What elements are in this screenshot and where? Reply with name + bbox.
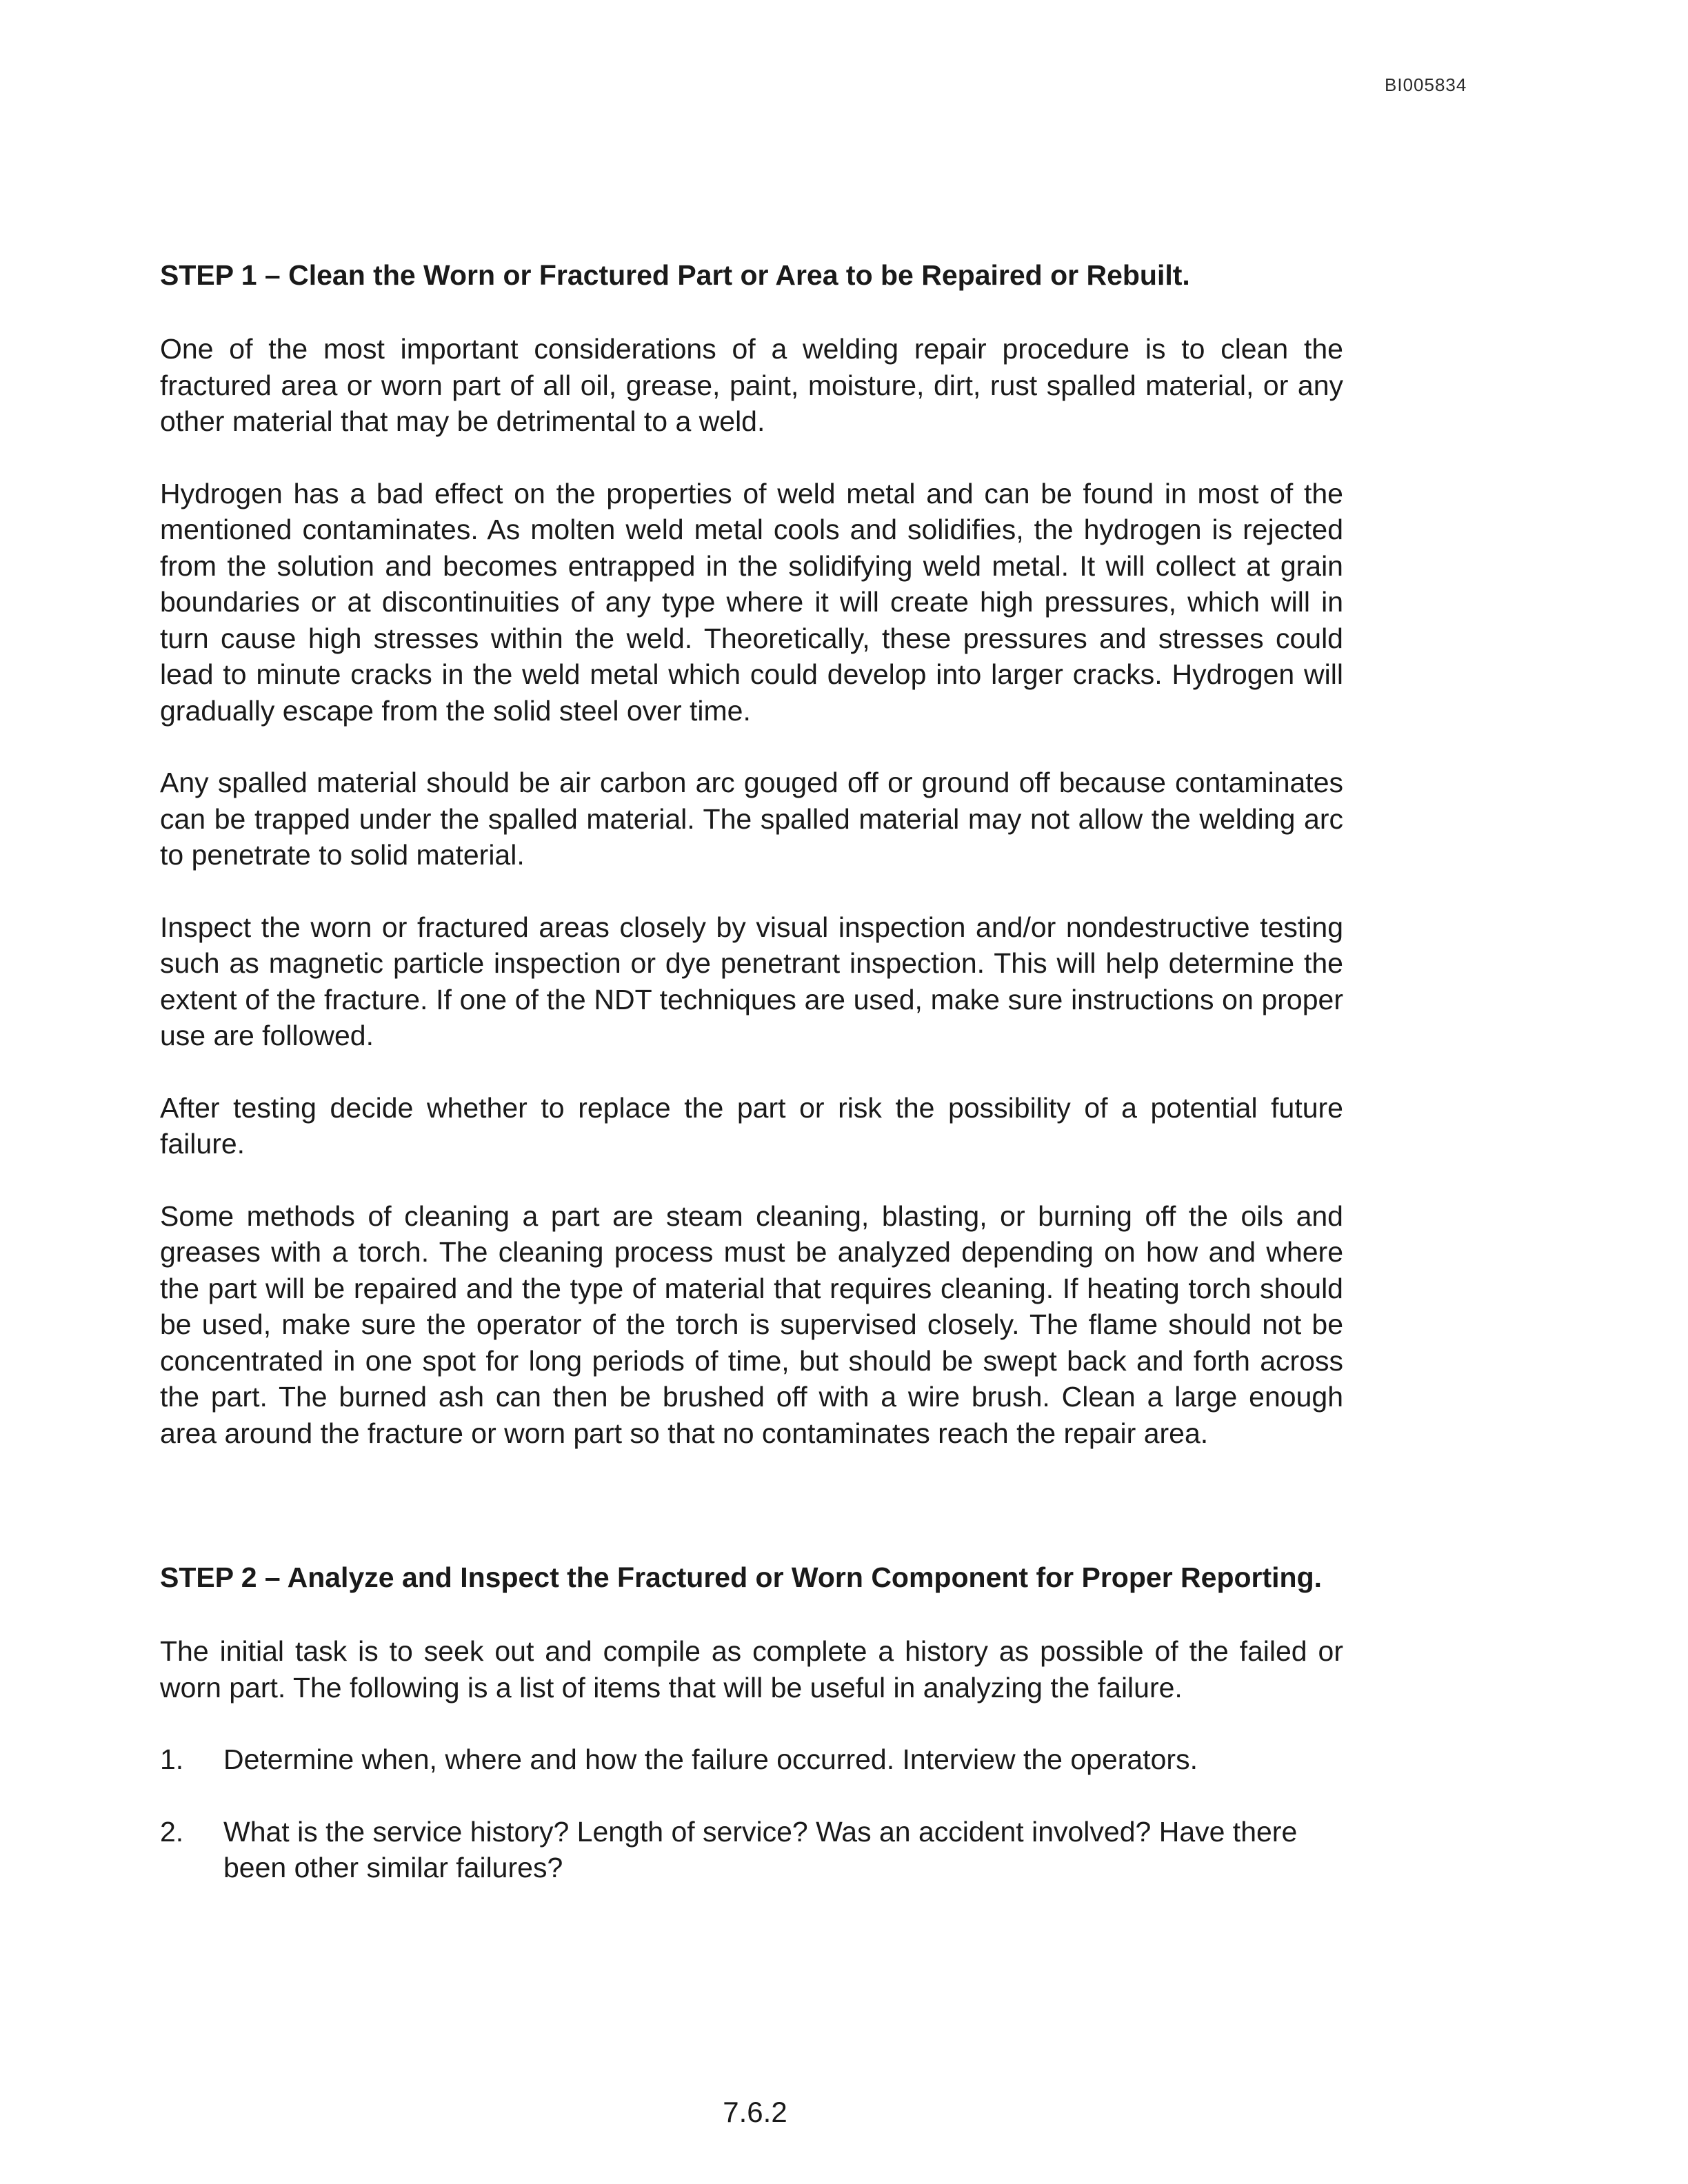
list-item-number: 2. bbox=[160, 1815, 184, 1848]
list-item bbox=[160, 1741, 1343, 1778]
step1-paragraph-1: One of the most important considerations of a welding repair procedure is to clean the fractured area or worn part of all oil, grease, paint, moisture, dirt, rust spalled material, or any other material that may be detrimental to a weld. bbox=[160, 333, 1343, 437]
page-number: 7.6.2 bbox=[723, 2096, 787, 2128]
step1-heading: STEP 1 – Clean the Worn or Fractured Part or Area to be Repaired or Rebuilt. bbox=[160, 259, 1190, 291]
step2-heading: STEP 2 – Analyze and Inspect the Fractured or Worn Component for Proper Reporting. bbox=[160, 1561, 1323, 1593]
step2-intro: The initial task is to seek out and compile as complete a history as possible of the failed or worn part. The following is a list of items that will be useful in analyzing the failure. bbox=[160, 1635, 1343, 1703]
list-item bbox=[160, 1814, 1343, 1886]
step1-paragraph-3: Any spalled material should be air carbon arc gouged off or ground off because contaminates can be trapped under the spalled material. The spalled material may not allow the welding arc to penetrate to solid material. bbox=[160, 767, 1343, 871]
document-id: BI005834 bbox=[1385, 74, 1467, 95]
step1-paragraph-4: Inspect the worn or fractured areas closely by visual inspection and/or nondestructive testing such as magnetic particle inspection or dye penetrant inspection. This will help determine the extent of the fracture. If one of the NDT techniques are used, make sure instructions on proper use are followed. bbox=[160, 911, 1343, 1051]
list-item-text: What is the service history? Length of service? Was an accident involved? Have there been other similar failures? bbox=[223, 1815, 1298, 1883]
step1-paragraph-5: After testing decide whether to replace the part or risk the possibility of a potential future failure. bbox=[160, 1091, 1343, 1160]
step1-paragraph-2: Hydrogen has a bad effect on the properties of weld metal and can be found in most of the mentioned contaminates. As molten weld metal cools and solidifies, the hydrogen is rejected from the solution and becomes entrapped in the solidifying weld metal. It will collect at grain boundaries or at discontinuities of any type where it will create high pressures, which will in turn cause high stresses within the weld. Theoretically, these pressures and stresses could lead to minute cracks in the weld metal which could develop into larger cracks. Hydrogen will gradually escape from the solid steel over time. bbox=[160, 477, 1343, 727]
list-item-text: Determine when, where and how the failure occurred. Interview the operators. bbox=[223, 1743, 1198, 1775]
step2-list bbox=[160, 1741, 1343, 1886]
step1-paragraph-6: Some methods of cleaning a part are steam cleaning, blasting, or burning off the oils and greases with a torch. The cleaning process must be analyzed depending on how and where the part will be repaired and the type of material that requires cleaning. If heating torch should be used, make sure the operator of the torch is supervised closely. The flame should not be concentrated in one spot for long periods of time, but should be swept back and forth across the part. The burned ash can then be brushed off with a wire brush. Clean a large enough area around the fracture or worn part so that no contaminates reach the repair area. bbox=[160, 1200, 1343, 1449]
list-item-number: 1. bbox=[160, 1743, 184, 1775]
page-content bbox=[160, 256, 1343, 1886]
